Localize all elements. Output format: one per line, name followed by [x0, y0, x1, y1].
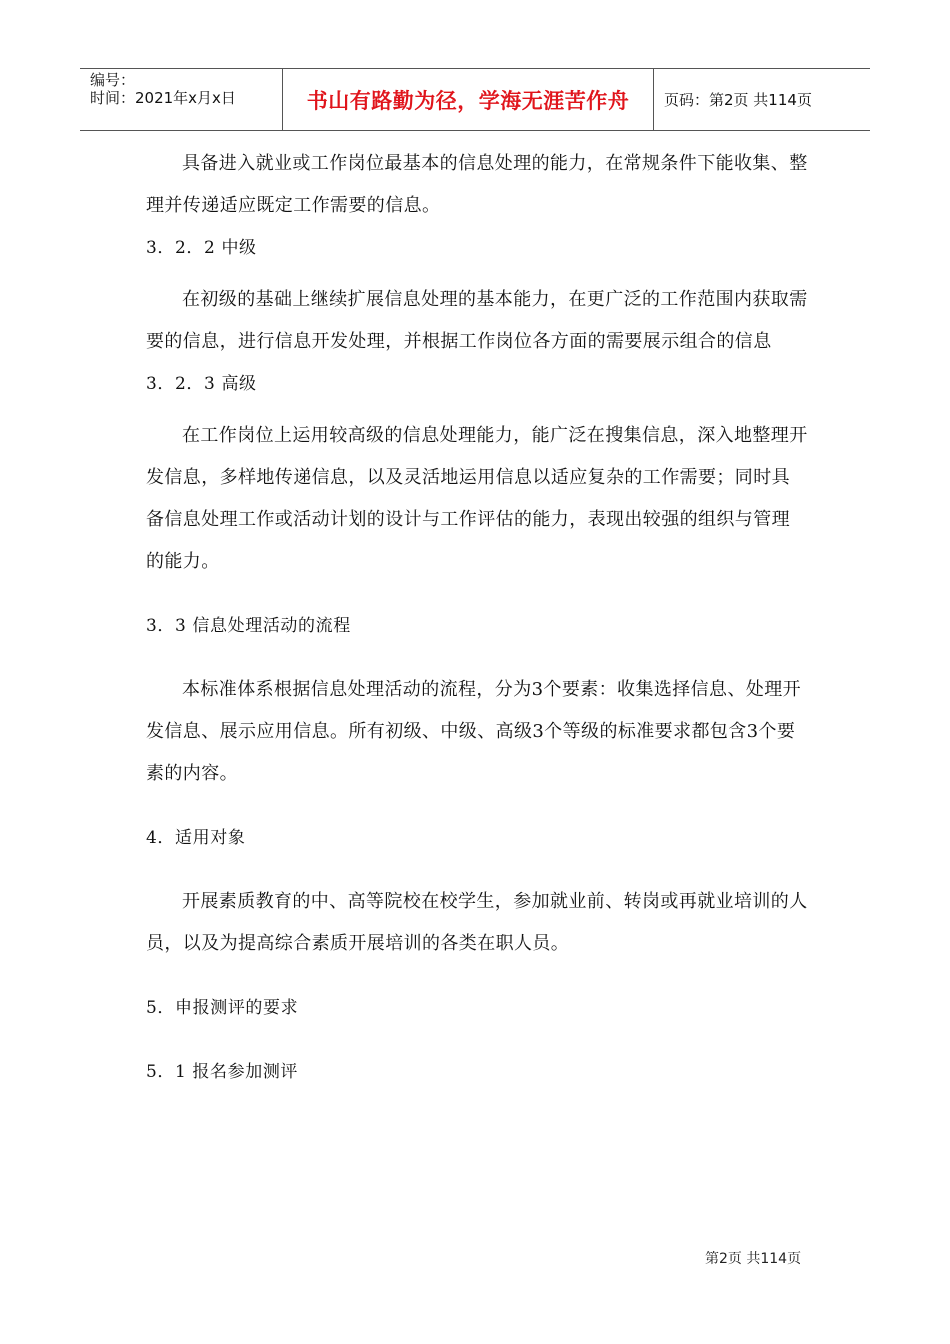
page-label: 页码：第2页 共114页: [664, 91, 812, 109]
heading-4: 4．适用对象: [146, 828, 246, 848]
page-footer: 第2页 共114页: [705, 1251, 802, 1267]
paragraph-target-audience: 开展素质教育的中、高等院校在校学生，参加就业前、转岗或再就业培训的人员，以及为提高综合素质开展培训的各类在职人员。: [146, 891, 808, 954]
paragraph-advanced-level: 在工作岗位上运用较高级的信息处理能力，能广泛在搜集信息，深入地整理开发信息，多样地传递信息，以及灵活地运用信息以适应复杂的工作需要；同时具备信息处理工作或活动计划的设计与工作评估的能力，表现出较强的组织与管理的能力。: [146, 425, 808, 572]
serial-label: 编号：: [90, 71, 136, 89]
heading-3-2-2: 3．2．2 中级: [146, 238, 257, 258]
document-header: [80, 68, 870, 131]
heading-5-1: 5．1 报名参加测评: [146, 1062, 299, 1082]
header-motto-cell: [282, 69, 654, 130]
paragraph-basic-level: 具备进入就业或工作岗位最基本的信息处理的能力，在常规条件下能收集、整理并传递适应既定工作需要的信息。: [146, 153, 808, 216]
header-meta: [80, 69, 282, 130]
header-page-cell: [654, 69, 870, 130]
paragraph-intermediate-level: 在初级的基础上继续扩展信息处理的基本能力，在更广泛的工作范围内获取需要的信息，进行信息开发处理，并根据工作岗位各方面的需要展示组合的信息: [146, 289, 808, 352]
heading-5: 5．申报测评的要求: [146, 998, 299, 1018]
heading-3-3: 3．3 信息处理活动的流程: [146, 616, 351, 636]
document-body: [146, 143, 808, 1093]
time-label: 时间：2021年x月x日: [90, 89, 236, 107]
motto-text: 书山有路勤为径，学海无涯苦作舟: [306, 88, 630, 113]
paragraph-process: 本标准体系根据信息处理活动的流程，分为3个要素：收集选择信息、处理开发信息、展示应用信息。所有初级、中级、高级3个等级的标准要求都包含3个要素的内容。: [146, 679, 802, 784]
heading-3-2-3: 3．2．3 高级: [146, 374, 257, 394]
